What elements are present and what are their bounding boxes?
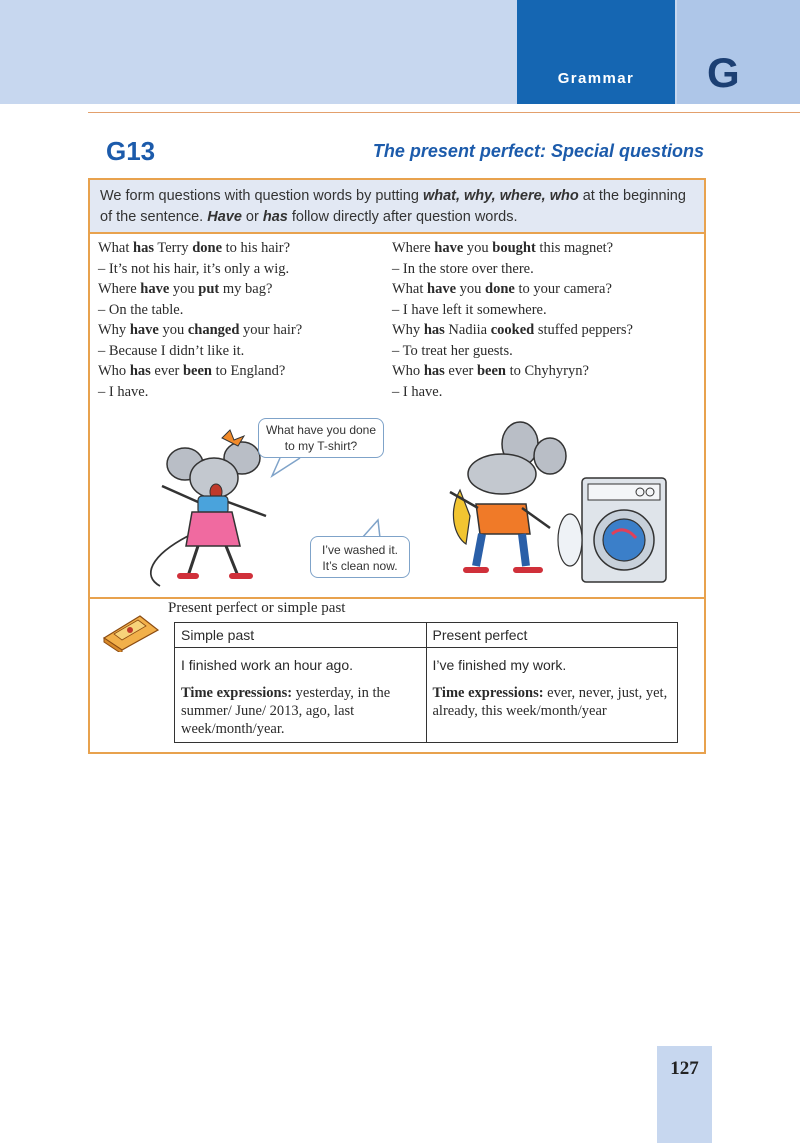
time-values: ever, never, just, yet, already, this week/month/year (432, 685, 668, 719)
example-fragment: Where (98, 281, 141, 297)
mice-illustration (130, 416, 670, 598)
example-fragment: your hair? (239, 322, 303, 338)
example-fragment: have (434, 240, 464, 256)
example-fragment: my bag? (219, 281, 273, 297)
intro-have: Have (207, 209, 242, 225)
time-values: yesterday, in the summer/ June/ 2013, ago, last week/month/year. (181, 685, 391, 737)
intro-part: follow directly after question words. (287, 209, 518, 225)
example-fragment: you (456, 281, 486, 297)
intro-has: has (262, 209, 288, 225)
section-letter: G (707, 49, 740, 96)
example-fragment: have (140, 281, 170, 297)
boy-mouse-illustration (450, 422, 566, 570)
examples-left (98, 238, 302, 402)
example-fragment: Nadiia (444, 322, 491, 338)
example-line (98, 238, 302, 259)
table-row (175, 623, 678, 648)
example-line (392, 382, 633, 403)
col2-header: Present perfect (426, 623, 678, 648)
example-fragment: has (423, 363, 445, 379)
example-fragment: Where (392, 240, 435, 256)
example-line (98, 259, 302, 280)
example-line (98, 300, 302, 321)
example-fragment: been (476, 363, 506, 379)
table-row (175, 680, 678, 743)
book-icon (100, 608, 160, 652)
example-fragment: you (169, 281, 199, 297)
header-rule (88, 112, 800, 113)
unit-code: G13 (106, 136, 156, 166)
example-fragment: – To treat her guests. (392, 342, 513, 359)
example-fragment: to your camera? (514, 281, 612, 297)
example-fragment: done (192, 240, 223, 256)
example-line (98, 361, 302, 382)
example-fragment: to Chyhyryn? (505, 363, 589, 379)
example-line (392, 259, 633, 280)
section-letter-box (677, 0, 800, 104)
example-fragment: to his hair? (222, 240, 291, 256)
example-fragment: What (98, 240, 134, 256)
example-fragment: – I have. (392, 383, 443, 400)
section-label: Grammar (557, 70, 635, 87)
example-fragment: – I have. (98, 383, 149, 400)
speech-bubble-answer (310, 536, 410, 578)
page-number: 127 (670, 1058, 699, 1079)
example-fragment: you (463, 240, 493, 256)
example-fragment: What (392, 281, 428, 297)
example-fragment: Why (392, 322, 424, 338)
time-label: Time expressions: (432, 685, 544, 701)
comparison-heading: Present perfect or simple past (168, 600, 346, 616)
example-fragment: Terry (154, 240, 193, 256)
page-number-strip (657, 1046, 712, 1143)
bubble-text: I’ve washed it. (321, 543, 399, 557)
unit-title: The present perfect: Special questions (372, 141, 704, 161)
example-fragment: ever (150, 363, 183, 379)
example-line (392, 341, 633, 362)
example-line (392, 238, 633, 259)
example-fragment: have (129, 322, 159, 338)
example-fragment: this magnet? (535, 240, 614, 256)
example-fragment: changed (187, 322, 240, 338)
example-fragment: cooked (490, 322, 535, 338)
example-fragment: you (158, 322, 188, 338)
example-fragment: done (485, 281, 515, 297)
example-fragment: – In the store over there. (392, 260, 534, 277)
intro-part: We form questions with question words by putting (100, 188, 423, 204)
col2-example: I’ve finished my work. (426, 648, 678, 681)
example-fragment: has (133, 240, 154, 256)
example-line (392, 279, 633, 300)
bubble-text: What have you done (265, 423, 377, 437)
example-line (392, 320, 633, 341)
example-fragment: ever (444, 363, 477, 379)
intro-part: at the beginning of the sentence. (100, 188, 686, 225)
example-fragment: to England? (211, 363, 286, 379)
example-line (98, 279, 302, 300)
examples-right (392, 238, 633, 402)
example-line (392, 300, 633, 321)
example-fragment: has (423, 322, 445, 338)
example-fragment: Why (98, 322, 130, 338)
example-fragment: bought (492, 240, 536, 256)
col2-time-expressions (426, 680, 678, 743)
example-fragment: – On the table. (98, 301, 184, 318)
bubble-text: to my T-shirt? (284, 439, 358, 453)
comparison-table (174, 622, 678, 743)
intro-part: or (241, 209, 263, 225)
example-line (98, 341, 302, 362)
example-fragment: Who (392, 363, 424, 379)
col1-example: I finished work an hour ago. (175, 648, 427, 681)
table-row (175, 648, 678, 681)
example-fragment: – Because I didn’t like it. (98, 342, 245, 359)
example-fragment: – I have left it somewhere. (392, 301, 547, 318)
speech-bubble-question (258, 418, 384, 458)
example-line (98, 382, 302, 403)
grammar-box (88, 178, 706, 754)
girl-mouse-illustration (151, 430, 266, 586)
example-fragment: have (427, 281, 457, 297)
washing-machine-illustration (558, 478, 666, 582)
example-line (98, 320, 302, 341)
col1-header: Simple past (175, 623, 427, 648)
example-fragment: been (182, 363, 212, 379)
example-fragment: has (129, 363, 151, 379)
time-label: Time expressions: (181, 685, 293, 701)
section-divider (90, 597, 704, 599)
intro-question-words: what, why, where, who (422, 188, 579, 204)
example-line (392, 361, 633, 382)
intro-text (90, 180, 704, 234)
example-fragment: put (198, 281, 220, 297)
bubble-text: It’s clean now. (322, 559, 398, 573)
example-fragment: Who (98, 363, 130, 379)
example-fragment: stuffed peppers? (534, 322, 633, 338)
col1-time-expressions (175, 680, 427, 743)
section-tab (517, 0, 675, 104)
example-fragment: – It’s not his hair, it’s only a wig. (98, 260, 290, 277)
